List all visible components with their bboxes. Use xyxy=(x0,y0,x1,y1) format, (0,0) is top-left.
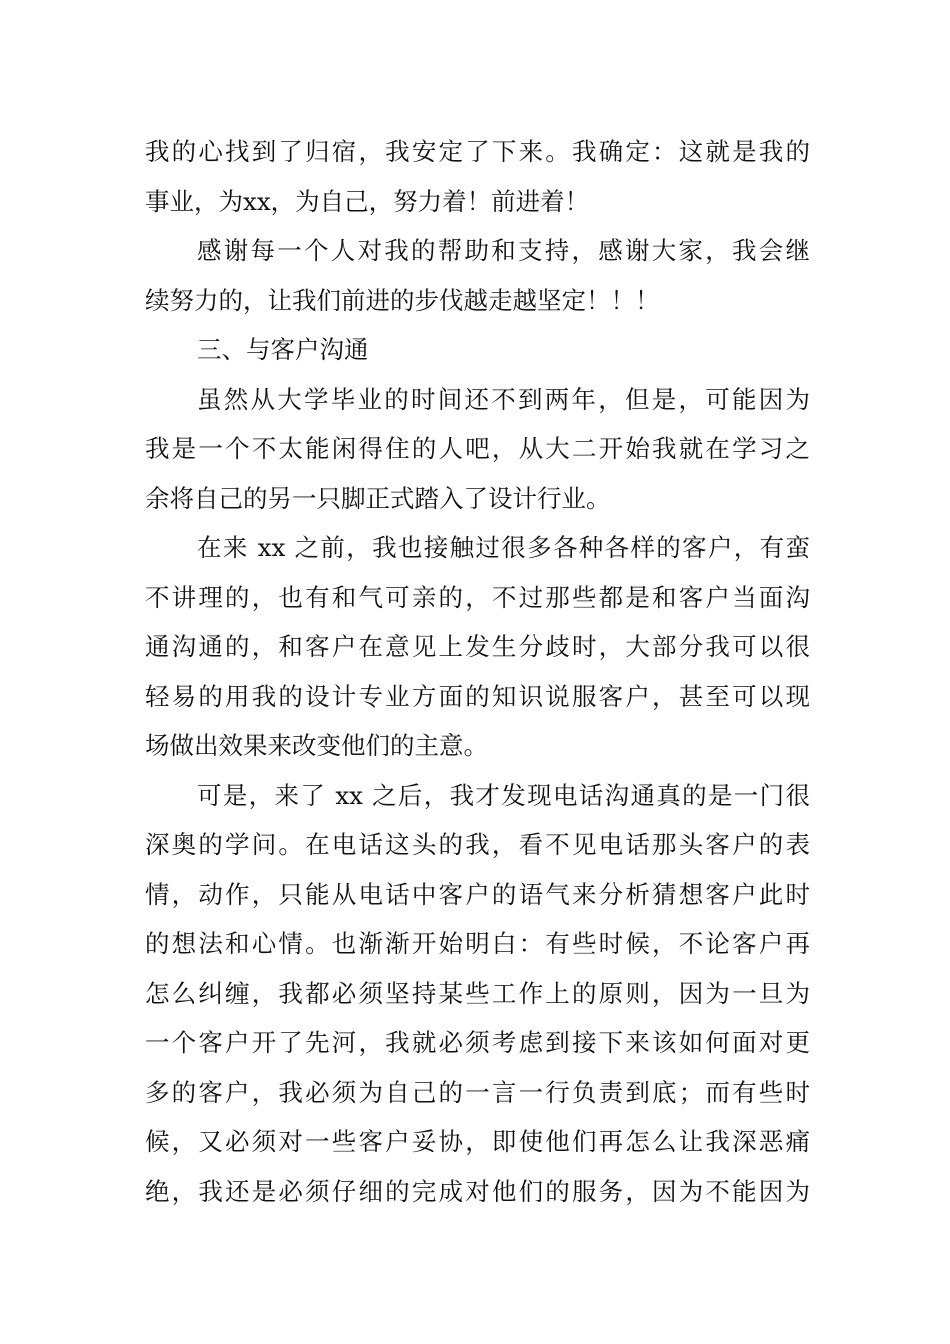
paragraph-phone-communication xyxy=(145,771,810,1217)
section-heading-text: 三、与客户沟通 xyxy=(197,335,369,364)
text-line: 续努力的，让我们前进的步伐越走越坚定！！！ xyxy=(145,285,660,315)
text-line: 感谢每一个人对我的帮助和支持，感谢大家，我会继 xyxy=(197,236,810,265)
text-line: 我是一个不太能闲得住的人吧，从大二开始我就在学习之 xyxy=(145,434,810,463)
text-line: 事业，为xx，为自己，努力着！前进着！ xyxy=(145,186,590,216)
text-line: 怎么纠缠，我都必须坚持某些工作上的原则，因为一旦为 xyxy=(145,978,810,1008)
text-line: 不讲理的，也有和气可亲的，不过那些都是和客户当面沟 xyxy=(145,582,810,612)
text-line: 候，又必须对一些客户妥协，即使他们再怎么让我深恶痛 xyxy=(145,1127,810,1156)
text-line: 深奥的学问。在电话这头的我，看不见电话那头客户的表 xyxy=(145,830,810,859)
text-line: 虽然从大学毕业的时间还不到两年，但是，可能因为 xyxy=(197,384,810,414)
text-line: 我的心找到了归宿，我安定了下来。我确定：这就是我的 xyxy=(145,137,810,166)
section-heading xyxy=(145,325,810,375)
text-line: 绝，我还是必须仔细的完成对他们的服务，因为不能因为 xyxy=(145,1176,810,1206)
text-line: 的想法和心情。也渐渐开始明白：有些时候，不论客户再 xyxy=(145,929,810,958)
paragraph-past-clients xyxy=(145,523,810,771)
paragraph-thanks xyxy=(145,226,810,325)
paragraph-background xyxy=(145,375,810,524)
text-line: 轻易的用我的设计专业方面的知识说服客户，甚至可以现 xyxy=(145,681,810,711)
text-line: 多的客户，我必须为自己的一言一行负责到底；而有些时 xyxy=(145,1077,810,1107)
text-line: 可是，来了 xx 之后，我才发现电话沟通真的是一门很 xyxy=(197,780,810,810)
text-line: 情，动作，只能从电话中客户的语气来分析猜想客户此时 xyxy=(145,879,810,909)
document-body xyxy=(145,127,810,1216)
text-line: 一个客户开了先河，我就必须考虑到接下来该如何面对更 xyxy=(145,1028,810,1057)
text-line: 场做出效果来改变他们的主意。 xyxy=(145,731,488,760)
text-line: 在来 xx 之前，我也接触过很多各种各样的客户，有蛮 xyxy=(197,533,810,562)
text-line: 通沟通的，和客户在意见上发生分歧时，大部分我可以很 xyxy=(145,632,810,661)
paragraph-conclusion xyxy=(145,127,810,226)
text-line: 余将自己的另一只脚正式踏入了设计行业。 xyxy=(145,483,611,513)
